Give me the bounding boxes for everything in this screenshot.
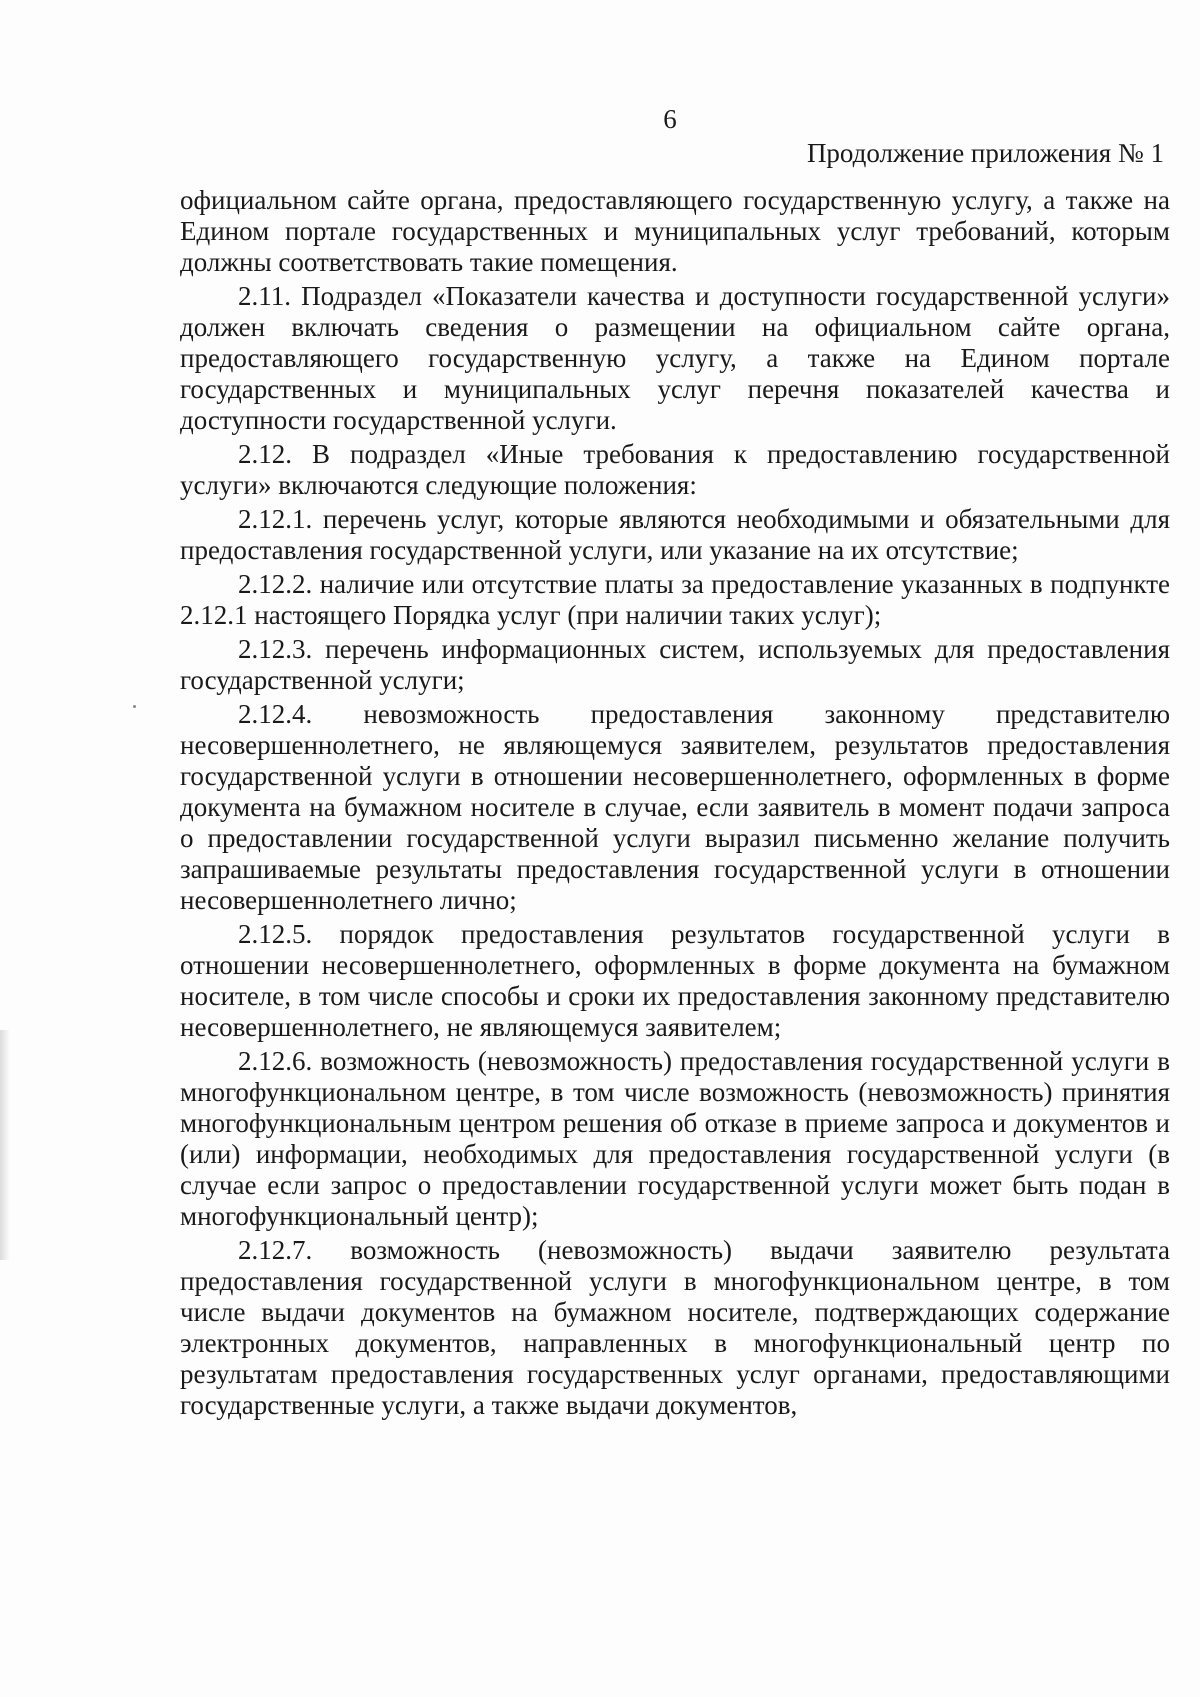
paragraph-2-12-4: 2.12.4. невозможность предоставления законному представителю несовершеннолетнего, не являющемуся заявителем, результатов предоставления государственной услуги в отношении несовершеннолетнего, оформленных в форме документа на бумажном носителе в случае, если заявитель в момент подачи запроса о предоставлении государственной услуги выразил письменно желание получить запрашиваемые результаты предоставления государственной услуги в отношении несовершеннолетнего лично; (180, 699, 1170, 915)
scan-speck (133, 705, 136, 708)
document-body (180, 185, 1170, 1424)
paragraph-2-12-3: 2.12.3. перечень информационных систем, используемых для предоставления государственной услуги; (180, 634, 1170, 695)
paragraph-2-12-2: 2.12.2. наличие или отсутствие платы за предоставление указанных в подпункте 2.12.1 настоящего Порядка услуг (при наличии таких услуг); (180, 569, 1170, 630)
paragraph-2-12-1: 2.12.1. перечень услуг, которые являются необходимыми и обязательными для предоставления государственной услуги, или указание на их отсутствие; (180, 504, 1170, 565)
paragraph-continued: официальном сайте органа, предоставляющего государственную услугу, а также на Едином портале государственных и муниципальных услуг требований, которым должны соответствовать такие помещения. (180, 185, 1170, 277)
appendix-continuation-label: Продолжение приложения № 1 (806, 138, 1164, 168)
scan-shadow (0, 1030, 10, 1260)
paragraph-2-12-7: 2.12.7. возможность (невозможность) выдачи заявителю результата предоставления государственной услуги в многофункциональном центре, в том числе выдачи документов на бумажном носителе, подтверждающих содержание электронных документов, направленных в многофункциональный центр по результатам предоставления государственных услуг органами, предоставляющими государственные услуги, а также выдачи документов, (180, 1235, 1170, 1420)
page-number: 6 (663, 104, 677, 134)
paragraph-2-12: 2.12. В подраздел «Иные требования к предоставлению государственной услуги» включаются следующие положения: (180, 439, 1170, 500)
paragraph-2-11: 2.11. Подраздел «Показатели качества и доступности государственной услуги» должен включать сведения о размещении на официальном сайте органа, предоставляющего государственную услугу, а также на Едином портале государственных и муниципальных услуг перечня показателей качества и доступности государственной услуги. (180, 281, 1170, 435)
paragraph-2-12-5: 2.12.5. порядок предоставления результатов государственной услуги в отношении несовершеннолетнего, оформленных в форме документа на бумажном носителе, в том числе способы и сроки их предоставления законному представителю несовершеннолетнего, не являющемуся заявителем; (180, 919, 1170, 1042)
paragraph-2-12-6: 2.12.6. возможность (невозможность) предоставления государственной услуги в многофункциональном центре, в том числе возможность (невозможность) принятия многофункциональным центром решения об отказе в приеме запроса и документов и (или) информации, необходимых для предоставления государственной услуги (в случае если запрос о предоставлении государственной услуги может быть подан в многофункциональный центр); (180, 1046, 1170, 1231)
